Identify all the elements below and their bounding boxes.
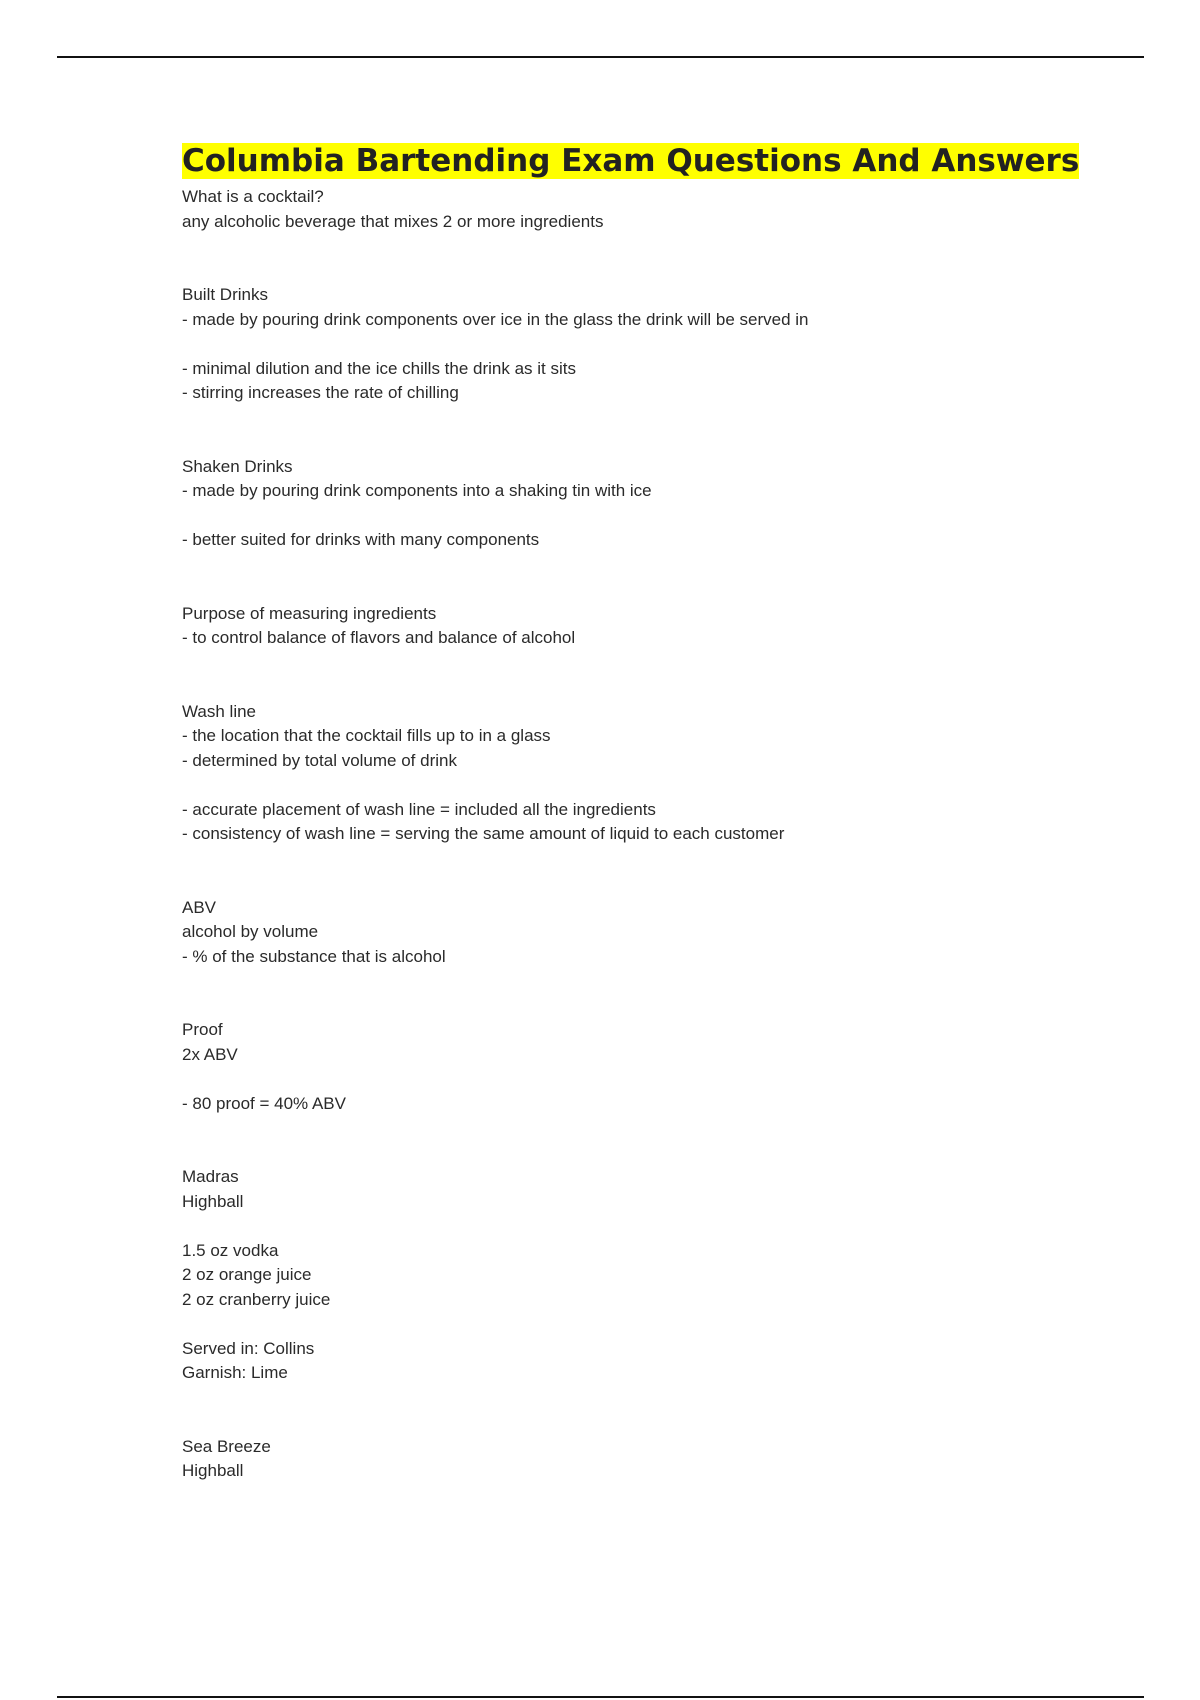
answer-line: - the location that the cocktail fills up to in a glass xyxy=(182,726,551,745)
answer-line: any alcoholic beverage that mixes 2 or more ingredients xyxy=(182,211,604,231)
answer-line: 1.5 oz vodka xyxy=(182,1240,279,1260)
header-rule xyxy=(57,56,1144,58)
question-text: Proof xyxy=(182,1020,223,1039)
document-title xyxy=(182,142,1082,181)
question-text: Built Drinks xyxy=(182,285,268,304)
section-spacer xyxy=(182,553,1082,602)
answer-line: - minimal dilution and the ice chills the drink as it sits xyxy=(182,358,576,378)
qa-section xyxy=(182,455,1082,553)
answer-line: - made by pouring drink components over ice in the glass the drink will be served in xyxy=(182,309,809,329)
blank-line xyxy=(182,1067,1082,1092)
answer-line: - determined by total volume of drink xyxy=(182,750,457,770)
section-spacer xyxy=(182,234,1082,283)
section-spacer xyxy=(182,969,1082,1018)
answer-line: - better suited for drinks with many components xyxy=(182,530,540,549)
qa-section xyxy=(182,1165,1082,1386)
answer-line: Served in: Collins xyxy=(182,1338,315,1358)
document-body xyxy=(182,142,1082,1484)
qa-section xyxy=(182,602,1082,651)
qa-section xyxy=(182,185,1082,234)
answer-line: - accurate placement of wash line = included all the ingredients xyxy=(182,799,656,819)
question-text: ABV xyxy=(182,897,217,917)
qa-section xyxy=(182,700,1082,847)
blank-line xyxy=(182,504,1082,529)
qa-section xyxy=(182,1435,1082,1484)
footer-rule xyxy=(57,1696,1144,1698)
section-spacer xyxy=(182,1386,1082,1435)
answer-line: - % of the substance that is alcohol xyxy=(182,946,446,966)
answer-line: - made by pouring drink components into a shaking tin with ice xyxy=(182,481,652,500)
answer-line: 2 oz cranberry juice xyxy=(182,1289,331,1309)
answer-line: 2 oz orange juice xyxy=(182,1265,312,1284)
question-text: Sea Breeze xyxy=(182,1436,271,1456)
blank-line xyxy=(182,1214,1082,1239)
blank-line xyxy=(182,332,1082,357)
question-text: Shaken Drinks xyxy=(182,456,293,476)
section-spacer xyxy=(182,847,1082,896)
title-highlight: Columbia Bartending Exam Questions And Answers xyxy=(182,143,1080,179)
section-spacer xyxy=(182,1116,1082,1165)
qa-sections xyxy=(182,185,1082,1484)
answer-line: - to control balance of flavors and balance of alcohol xyxy=(182,628,576,647)
answer-line: Highball xyxy=(182,1191,244,1211)
qa-section xyxy=(182,896,1082,970)
blank-line xyxy=(182,773,1082,798)
qa-section xyxy=(182,1018,1082,1116)
answer-line: Highball xyxy=(182,1461,244,1480)
answer-line: Garnish: Lime xyxy=(182,1363,288,1382)
question-text: What is a cocktail? xyxy=(182,187,324,206)
answer-line: 2x ABV xyxy=(182,1044,238,1064)
answer-line: - stirring increases the rate of chilling xyxy=(182,383,459,402)
question-text: Madras xyxy=(182,1167,239,1186)
qa-section xyxy=(182,283,1082,406)
section-spacer xyxy=(182,651,1082,700)
answer-line: - 80 proof = 40% ABV xyxy=(182,1093,346,1113)
question-text: Purpose of measuring ingredients xyxy=(182,603,437,623)
blank-line xyxy=(182,1312,1082,1337)
section-spacer xyxy=(182,406,1082,455)
answer-line: alcohol by volume xyxy=(182,922,319,941)
answer-line: - consistency of wash line = serving the same amount of liquid to each customer xyxy=(182,824,785,843)
question-text: Wash line xyxy=(182,701,257,721)
